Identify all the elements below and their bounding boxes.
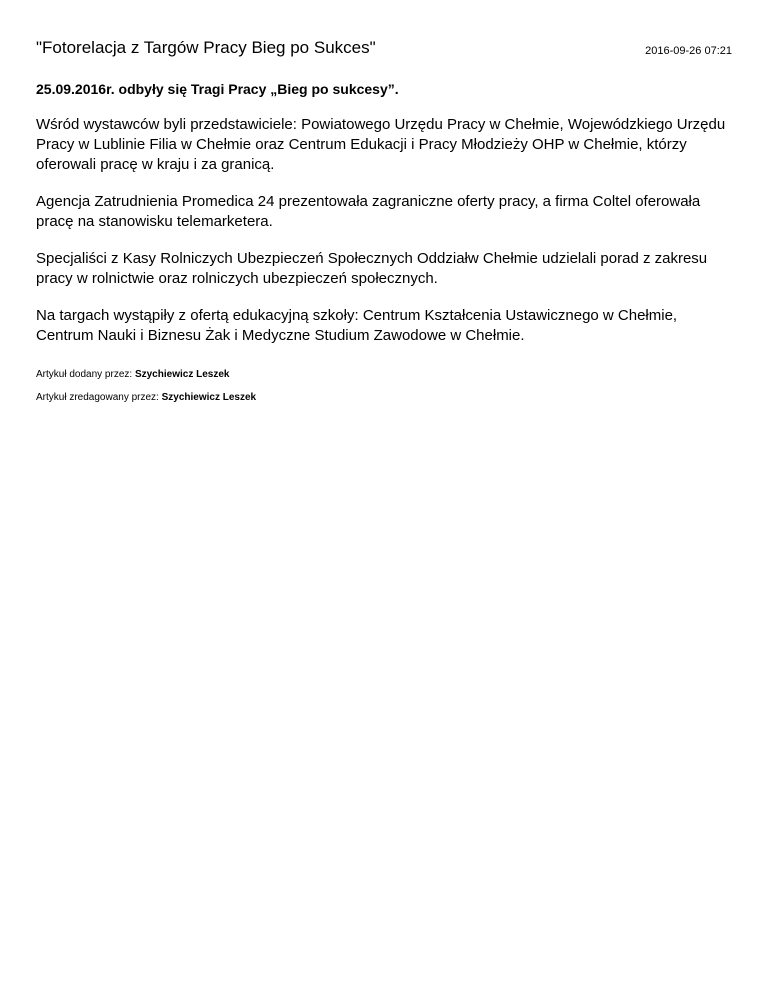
article-page	[36, 36, 732, 404]
edited-by-label: Artykuł zredagowany przez:	[36, 392, 159, 403]
article-paragraph-exhibitors: Wśród wystawców byli przedstawiciele: Powiatowego Urzędu Pracy w Chełmie, Wojewódzkiego Urzędu Pracy w Lublinie Filia w Chełmie oraz Centrum Edukacji i Pracy Młodzieży OHP w Chełmie, którzy oferowali pracę w kraju i za granicą.	[36, 116, 726, 173]
edited-by-line	[36, 391, 732, 404]
added-by-label: Artykuł dodany przez:	[36, 369, 133, 380]
article-paragraph-krus-specialists: Specjaliści z Kasy Rolniczych Ubezpieczeń Społecznych Oddziałw Chełmie udzielali porad z zakresu pracy w rolnictwie oraz rolniczych ubezpieczeń społecznych.	[36, 250, 708, 287]
article-title: "Fotorelacja z Targów Pracy Bieg po Sukces"	[36, 38, 376, 57]
article-header	[36, 36, 732, 66]
edited-by-author: Szychiewicz Leszek	[161, 392, 257, 403]
article-paragraph-schools: Na targach wystąpiły z ofertą edukacyjną szkoły: Centrum Kształcenia Ustawicznego w Chełmie, Centrum Nauki i Biznesu Żak i Medyczne Studium Zawodowe w Chełmie.	[36, 307, 678, 344]
article-lead: 25.09.2016r. odbyły się Tragi Pracy „Bieg po sukcesy”.	[36, 81, 399, 97]
added-by-author: Szychiewicz Leszek	[134, 369, 230, 380]
article-timestamp: 2016-09-26 07:21	[645, 45, 732, 57]
article-paragraph-employment-agency: Agencja Zatrudnienia Promedica 24 prezentowała zagraniczne oferty pracy, a firma Coltel oferowała pracę na stanowisku telemarketera.	[36, 193, 701, 230]
added-by-line	[36, 368, 732, 381]
